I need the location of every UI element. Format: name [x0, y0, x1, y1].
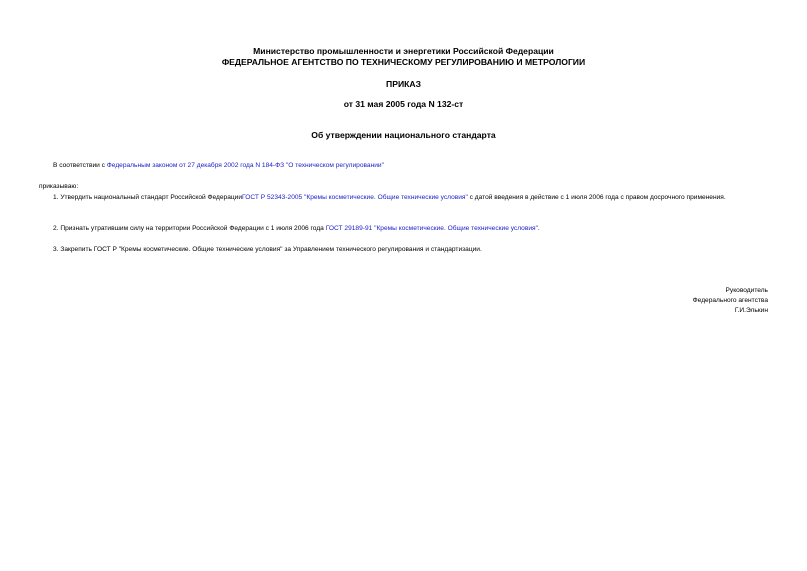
gost-52343-link[interactable]: ГОСТ Р 52343-2005 "Кремы косметические. Общие технические условия" [242, 194, 468, 201]
order-heading: ПРИКАЗ [386, 79, 421, 89]
item-2-paragraph [53, 224, 768, 234]
item-3-paragraph: 3. Закрепить ГОСТ Р "Кремы косметические. Общие технические условия" за Управлением технического регулирования и стандартизации. [53, 246, 482, 253]
item-1-paragraph [39, 193, 768, 203]
preamble-prefix: В соответствии с [53, 162, 107, 169]
federal-law-link[interactable]: Федеральным законом от 27 декабря 2002 года N 184-ФЗ "О техническом регулировании" [106, 162, 384, 169]
gost-29189-link[interactable]: ГОСТ 29189-91 "Кремы косметические. Общие технические условия" [325, 225, 538, 232]
order-verb: приказываю: [39, 183, 79, 190]
item-1-suffix: с датой введения в действие с 1 июля 2006 года с правом досрочного применения. [467, 194, 726, 201]
agency-name: ФЕДЕРАЛЬНОЕ АГЕНТСТВО ПО ТЕХНИЧЕСКОМУ РЕГУЛИРОВАНИЮ И МЕТРОЛОГИИ [221, 57, 586, 67]
order-title: Об утверждении национального стандарта [311, 130, 496, 140]
order-date: от 31 мая 2005 года N 132-ст [343, 99, 464, 109]
item-2-prefix: 2. Признать утратившим силу на территории Российской Федерации с 1 июля 2006 года [53, 225, 326, 232]
signature-name: Г.И.Элькин [734, 307, 768, 314]
ministry-name: Министерство промышленности и энергетики Российской Федерации [253, 46, 554, 56]
item-2-suffix: . [537, 225, 540, 232]
signature-organization: Федерального агентства [692, 297, 768, 304]
signature-position: Руководитель [725, 287, 768, 294]
preamble-paragraph [53, 161, 768, 171]
item-1-prefix: 1. Утвердить национальный стандарт Российской Федерации [53, 194, 243, 201]
